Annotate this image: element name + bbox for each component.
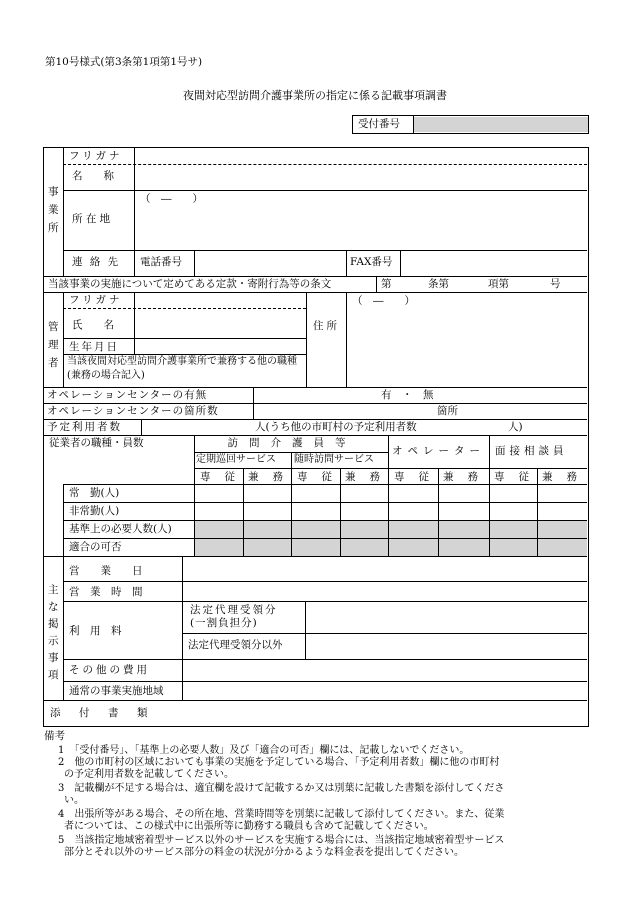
staff-conc-1: 兼務 (248, 471, 297, 483)
manager-name-label: 氏 名 (72, 319, 114, 331)
note-3: 3 記載欄が不足する場合は、適宜欄を設けて記載するか又は別葉に記載した書類を添付してくださ (58, 783, 505, 794)
note-2-cont: の予定利用者数を記載してください。 (64, 769, 234, 780)
reception-number-field (414, 117, 588, 132)
office-phone-label: 電話番号 (140, 256, 182, 268)
operator-center-count-unit: 箇所 (437, 405, 458, 417)
page-title: 夜間対応型訪問介護事業所の指定に係る記載事項調書 (183, 89, 447, 102)
fees-label: 利 用 料 (69, 625, 122, 637)
planned-users-text: 人(うち他の市町村の予定利用者数 (255, 421, 417, 433)
manager-concurrent-note: (兼務の場合記入) (67, 370, 145, 381)
operator-center-presence-value: 有 ・ 無 (381, 389, 434, 401)
office-contact-label: 連 絡 先 (72, 256, 121, 268)
staff-row-fulltime: 常 勤(人) (69, 487, 120, 499)
staff-full-1: 専従 (200, 471, 249, 483)
office-section-label: 事業所 (48, 186, 59, 234)
office-fax-label: FAX番号 (350, 256, 393, 268)
planned-users-label: 予定利用者数 (47, 421, 122, 433)
operator-center-count-label: オペレーションセンターの箇所数 (47, 405, 219, 417)
staff-visit-header: 訪問介護員等 (227, 437, 357, 449)
staff-row-compliance: 適合の可否 (69, 541, 122, 553)
articles-kou: 項第 (488, 278, 509, 290)
articles-gou: 号 (550, 278, 561, 290)
manager-concurrent-label: 当該夜間対応型訪問介護事業所で兼務する他の職種 (67, 356, 297, 367)
attachments-label: 添 付 書 類 (50, 707, 152, 719)
statutory-label: 法定代理受領分 (190, 604, 278, 616)
form-number: 第10号様式(第3条第1項第1号サ) (45, 56, 203, 68)
manager-section-label: 管理者 (48, 321, 59, 369)
non-statutory-label: 法定代理受領分以外 (188, 639, 283, 651)
planned-users-suffix: 人) (508, 421, 523, 433)
note-4-cont: 者については、この様式中に出張所等に勤務する職員も含めて記載してください。 (64, 821, 434, 832)
manager-address-label: 住所 (313, 320, 340, 332)
note-1: 1 「受付番号」、「基準上の必要人数」及び「適合の可否」欄には、記載しないでください。 (58, 745, 470, 756)
reception-label: 受付番号 (358, 118, 400, 130)
manager-birth-label: 生年月日 (69, 341, 119, 353)
staff-interviewer-header: 面接相談員 (495, 445, 568, 457)
staff-full-3: 専従 (394, 471, 443, 483)
staff-header: 従業者の職種・員数 (49, 437, 144, 449)
office-furigana-label: フリガナ (69, 150, 123, 162)
staff-on-call: 随時訪問サービス (294, 454, 374, 465)
staff-full-2: 専従 (297, 471, 346, 483)
notes-title: 備考 (44, 730, 65, 742)
staff-conc-2: 兼務 (345, 471, 394, 483)
note-3-cont: い。 (64, 795, 84, 806)
note-2: 2 他の市町村の区域においても事業の実施を予定している場合、「予定利用者数」欄に他の市町村 (58, 757, 500, 768)
service-area-label: 通常の事業実施地域 (69, 685, 164, 697)
staff-operator-header: オペレーター (392, 445, 485, 457)
note-4: 4 出張所等がある場合、その所在地、営業時間等を別葉に記載して添付してください。また、従業 (58, 809, 505, 820)
office-name-label: 名 称 (72, 170, 114, 182)
office-address-postal: （ ― ） (140, 193, 203, 205)
office-address-label: 所 在 地 (72, 213, 111, 225)
articles-label: 当該事業の実施について定めてある定款・寄附行為等の条文 (48, 278, 332, 290)
staff-conc-4: 兼務 (542, 471, 591, 483)
staff-full-4: 専従 (494, 471, 543, 483)
note-5: 5 当該指定地域密着型サービス以外のサービスを実施する場合には、当該指定地域密着型サービス (58, 835, 505, 846)
other-fees-label: その他の費用 (69, 664, 150, 676)
articles-jo: 条第 (428, 278, 449, 290)
staff-row-parttime: 非常勤(人) (69, 505, 120, 517)
articles-dai: 第 (381, 278, 392, 290)
note-5-cont: 部分とそれ以外のサービス部分の料金の状況が分かるような料金表を提出してください。 (64, 847, 464, 858)
main-items-section-label: 主な掲示事項 (48, 584, 59, 681)
manager-furigana-label: フリガナ (69, 294, 123, 306)
business-days-label: 営 業 日 (69, 565, 143, 577)
staff-conc-3: 兼務 (443, 471, 492, 483)
staff-regular-patrol: 定期巡回サービス (196, 454, 276, 465)
operator-center-presence-label: オペレーションセンターの有無 (47, 389, 208, 401)
staff-row-required: 基準上の必要人数(人) (69, 523, 172, 535)
manager-address-postal: （ ― ） (352, 295, 415, 307)
business-hours-label: 営 業 時 間 (69, 586, 143, 598)
statutory-sub-label: (一割負担分) (190, 617, 258, 629)
